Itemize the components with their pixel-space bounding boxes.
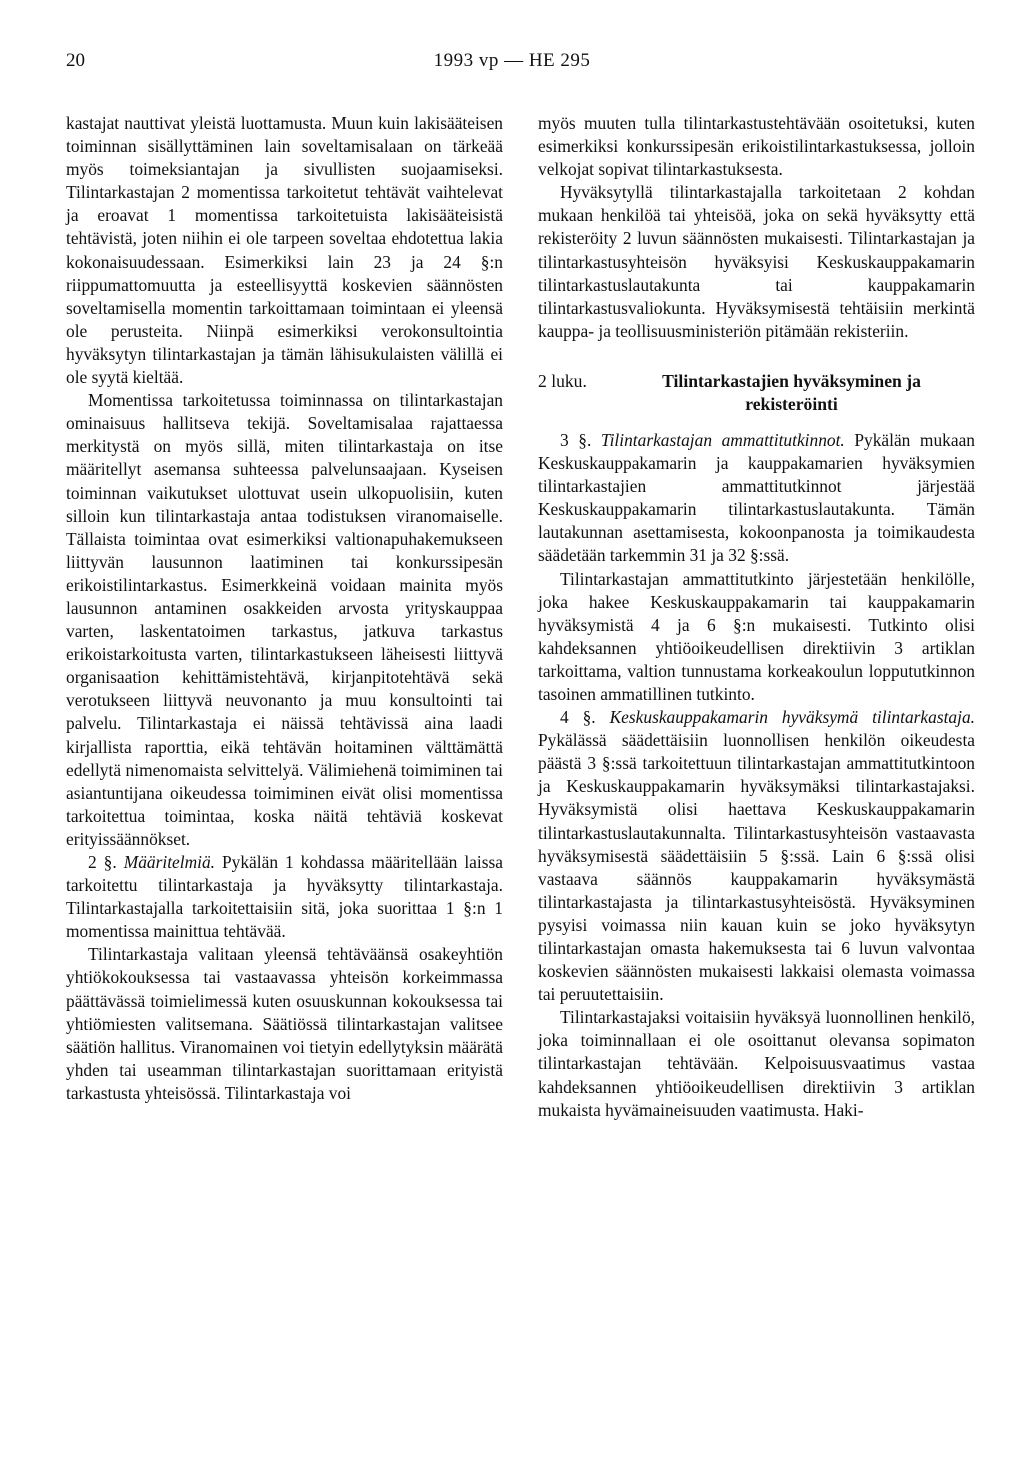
section-text: Pykälän mukaan Keskuskauppakamarin ja kauppakamarien hyväksymien tilintarkastajien ammattitutkinnot järjestää Keskuskauppakamarin tilintarkastuslautakunta. Tämän lautakunnan asettamisesta, kokoonpanosta ja toimikaudesta säädetään tarkemmin 31 ja 32 §:ssä. (538, 429, 975, 566)
section-number: 3 §. (560, 429, 592, 450)
section-title: Keskuskauppakamarin hyväksymä tilintarkastaja. (609, 707, 975, 728)
page-number: 20 (66, 50, 85, 71)
paragraph: Momentissa tarkoitetussa toiminnassa on tilintarkastajan ominaisuus hallitseva tekijä. Soveltamisalaa rajattaessa merkitystä on myös sillä, miten tilintarkastaja on itse määritellyt asemansa suhteessa palvelunsaajaan. Kyseisen toiminnan vaikutukset ulottuvat usein ulkopuolisiin, kuten silloin kun tilintarkastaja antaa todistuksen viranomaiselle. Tällaista toimintaa ovat esimerkiksi valtionapuhakemukseen liittyvän lausunnon laatiminen tai konkurssipesän erikoistilintarkastus. Esimerkkeinä voidaan mainita myös lausunnon antaminen osakkeiden arvosta yrityskauppaa varten, laskentatoimen tarkastus, jatkuva tarkastus erikoistarkoitusta varten, tilintarkastukseen läheisesti liittyvä organisaation kehittämistehtävä, kirjanpitotehtävä sekä verotukseen liittyvä neuvonanto ja muu konsultointi tai palvelu. Tilintarkastaja ei näissä tehtävissä aina laadi kirjallista raporttia, eikä tehtävän hoitaminen välttämättä edellytä nimenomaista selvittelyä. Välimiehenä toimiminen tai asiantuntijana oikeudessa toimiminen eivät olisi momentissa tarkoitettua toimintaa, koska näitä tehtäviä koskevat erityissäännökset. (66, 390, 503, 849)
page-header (0, 50, 1024, 78)
section-paragraph (538, 706, 975, 1006)
section-number: 2 §. (88, 852, 117, 872)
right-column (538, 112, 975, 1122)
chapter-title: Tilintarkastajien hyväksyminen ja rekisteröinti (662, 370, 921, 414)
left-column (66, 112, 503, 1105)
chapter-number: 2 luku. (538, 370, 587, 391)
document-id: 1993 vp — HE 295 (433, 50, 591, 71)
chapter-heading (538, 370, 975, 416)
paragraph: Tilintarkastajan ammattitutkinto järjestetään henkilölle, joka hakee Keskuskauppakamarin tai kauppakamarin hyväksymistä 4 ja 6 §:n mukaisesti. Tutkinto olisi kahdeksannen yhtiöoikeudellisen direktiivin 3 artiklan tarkoittama, valtion tunnustama korkeakoulun loppututkinnon tasoinen ammatillinen tutkinto. (538, 568, 975, 704)
paragraph: myös muuten tulla tilintarkastustehtävään osoitetuksi, kuten esimerkiksi konkurssipesän erikoistilintarkastuksessa, jolloin velkojat sopivat tilintarkastuksesta. (538, 113, 975, 180)
section-text: Pykälän 1 kohdassa määritellään laissa tarkoitettu tilintarkastaja ja hyväksytty tilintarkastaja. Tilintarkastajalla tarkoitettaisiin sitä, joka suorittaa 1 §:n 1 momentissa mainittua tehtävää. (66, 852, 503, 942)
section-number: 4 §. (560, 707, 596, 728)
paragraph: Hyväksytyllä tilintarkastajalla tarkoitetaan 2 kohdan mukaan henkilöä tai yhteisöä, joka on sekä hyväksytty että rekisteröity 2 luvun säännösten mukaisesti. Tilintarkastajan ja tilintarkastusyhteisön hyväksyisi Keskuskauppakamarin tilintarkastuslautakunta tai kauppakamarin tilintarkastusvaliokunta. Hyväksymisestä tehtäisiin merkintä kauppa- ja teollisuusministeriön pitämään rekisteriin. (538, 182, 975, 341)
section-title: Määritelmiä. (123, 852, 216, 872)
section-paragraph (538, 429, 975, 568)
paragraph: Tilintarkastaja valitaan yleensä tehtäväänsä osakeyhtiön yhtiökokouksessa tai vastaavassa yhteisön korkeimmassa päättävässä toimielimessä kuten osuuskunnan kokouksessa tai yhtiömiesten valitsemana. Säätiössä tilintarkastajan valitsee säätiön hallitus. Viranomainen voi tietyin edellytyksin määrätä yhden tai useamman tilintarkastajan suorittamaan erityistä tarkastusta yhteisössä. Tilintarkastaja voi (66, 944, 503, 1103)
section-paragraph (66, 851, 503, 943)
section-text: Pykälässä säädettäisiin luonnollisen henkilön oikeudesta päästä 3 §:ssä tarkoitettuun tilintarkastajan ammattitutkintoon ja Keskuskauppakamarin hyväksymäksi tilintarkastajaksi. Hyväksymistä olisi haettava Keskuskauppakamarin tilintarkastuslautakunnalta. Tilintarkastusyhteisön vastaavasta hyväksymisestä säädettäisiin 5 §:ssä. Lain 6 §:ssä olisi vastaava säännös kauppakamarin hyväksymästä tilintarkastajasta ja tilintarkastusyhteisöstä. Hyväksyminen pysyisi voimassa niin kauan kuin se joko hyväksytyn tilintarkastajan omasta hakemuksesta tai 6 luvun valvontaa koskevien säännösten mukaisesti lakkaisi olemasta voimassa tai peruutettaisiin. (538, 730, 975, 1005)
section-title: Tilintarkastajan ammattitutkinnot. (600, 429, 845, 450)
paragraph: Tilintarkastajaksi voitaisiin hyväksyä luonnollinen henkilö, joka toiminnallaan ei ole osoittanut olevansa sopimaton tilintarkastajan tehtävään. Kelpoisuusvaatimus vastaa kahdeksannen yhtiöoikeudellisen direktiivin 3 artiklan mukaista hyvämaineisuuden vaatimusta. Haki- (538, 1007, 975, 1120)
paragraph: kastajat nauttivat yleistä luottamusta. Muun kuin lakisääteisen toiminnan sisällyttäminen lain soveltamisalaan on tärkeää myös toimeksiantajan ja sivullisten suojaamiseksi. Tilintarkastajan 2 momentissa tarkoitetut tehtävät vaihtelevat ja eroavat 1 momentissa tarkoitetuista lakisääteisistä tehtävistä, joten niihin ei ole tarpeen soveltaa ehdotettua lakia kokonaisuudessaan. Esimerkiksi lain 23 ja 24 §:n riippumattomuutta ja esteellisyyttä koskevien säännösten soveltamisella momentin tarkoittamaan toimintaan ei yleensä ole perusteita. Niinpä esimerkiksi verokonsultointia hyväksytyn tilintarkastajan ja tämän lähisukulaisten välillä ei ole syytä kieltää. (66, 113, 503, 388)
